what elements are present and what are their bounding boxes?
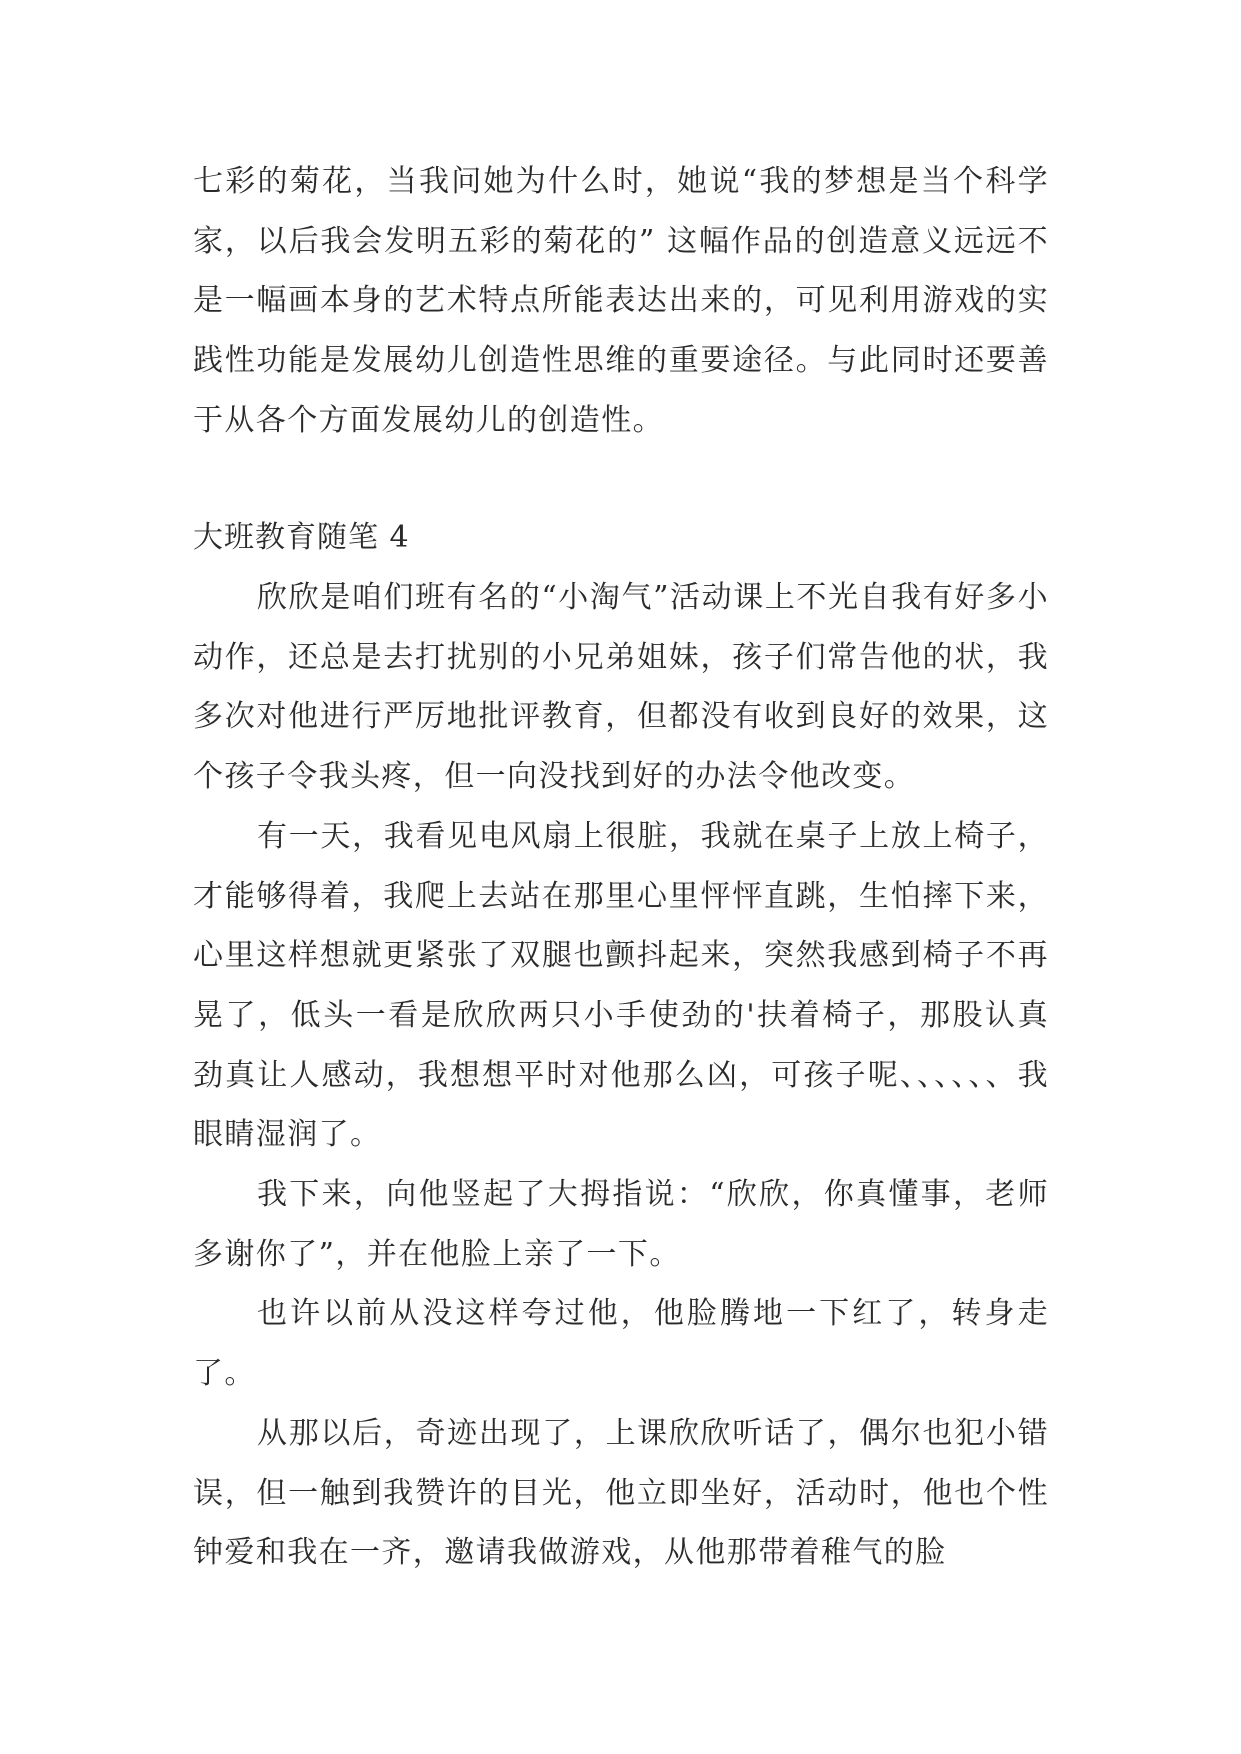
paragraph-2: 有一天，我看见电风扇上很脏，我就在桌子上放上椅子，才能够得着，我爬上去站在那里心里怦怦直跳，生怕摔下来，心里这样想就更紧张了双腿也颤抖起来，突然我感到椅子不再晃了，低头一看是欣欣两只小手使劲的'扶着椅子，那股认真劲真让人感动，我想想平时对他那么凶，可孩子呢、、、、、、我眼睛湿润了。 [193,818,1049,1153]
paragraph-1: 欣欣是咱们班有名的“小淘气”活动课上不光自我有好多小动作，还总是去打扰别的小兄弟姐妹，孩子们常告他的状，我多次对他进行严厉地批评教育，但都没有收到良好的效果，这个孩子令我头疼，但一向没找到好的办法令他改变。 [193,580,1049,795]
paragraph-3: 我下来，向他竖起了大拇指说：“欣欣，你真懂事，老师多谢你了”，并在他脸上亲了一下。 [193,1177,1049,1272]
paragraph-5: 从那以后，奇迹出现了，上课欣欣听话了，偶尔也犯小错误，但一触到我赞许的目光，他立即坐好，活动时，他也个性钟爱和我在一齐，邀请我做游戏，从他那带着稚气的脸 [193,1415,1049,1571]
section-heading: 大班教育随笔 4 [193,520,410,555]
paragraph-4: 也许以前从没这样夸过他，他脸腾地一下红了，转身走了。 [193,1296,1049,1392]
top-text-block [193,152,1049,451]
main-text-block [193,568,1049,1583]
continuation-paragraph: 七彩的菊花，当我问她为什么时，她说“我的梦想是当个科学家，以后我会发明五彩的菊花的” 这幅作品的创造意义远远不是一幅画本身的艺术特点所能表达出来的，可见利用游戏的实践性功能是发展幼儿创造性思维的重要途径。与此同时还要善于从各个方面发展幼儿的创造性。 [193,164,1049,438]
